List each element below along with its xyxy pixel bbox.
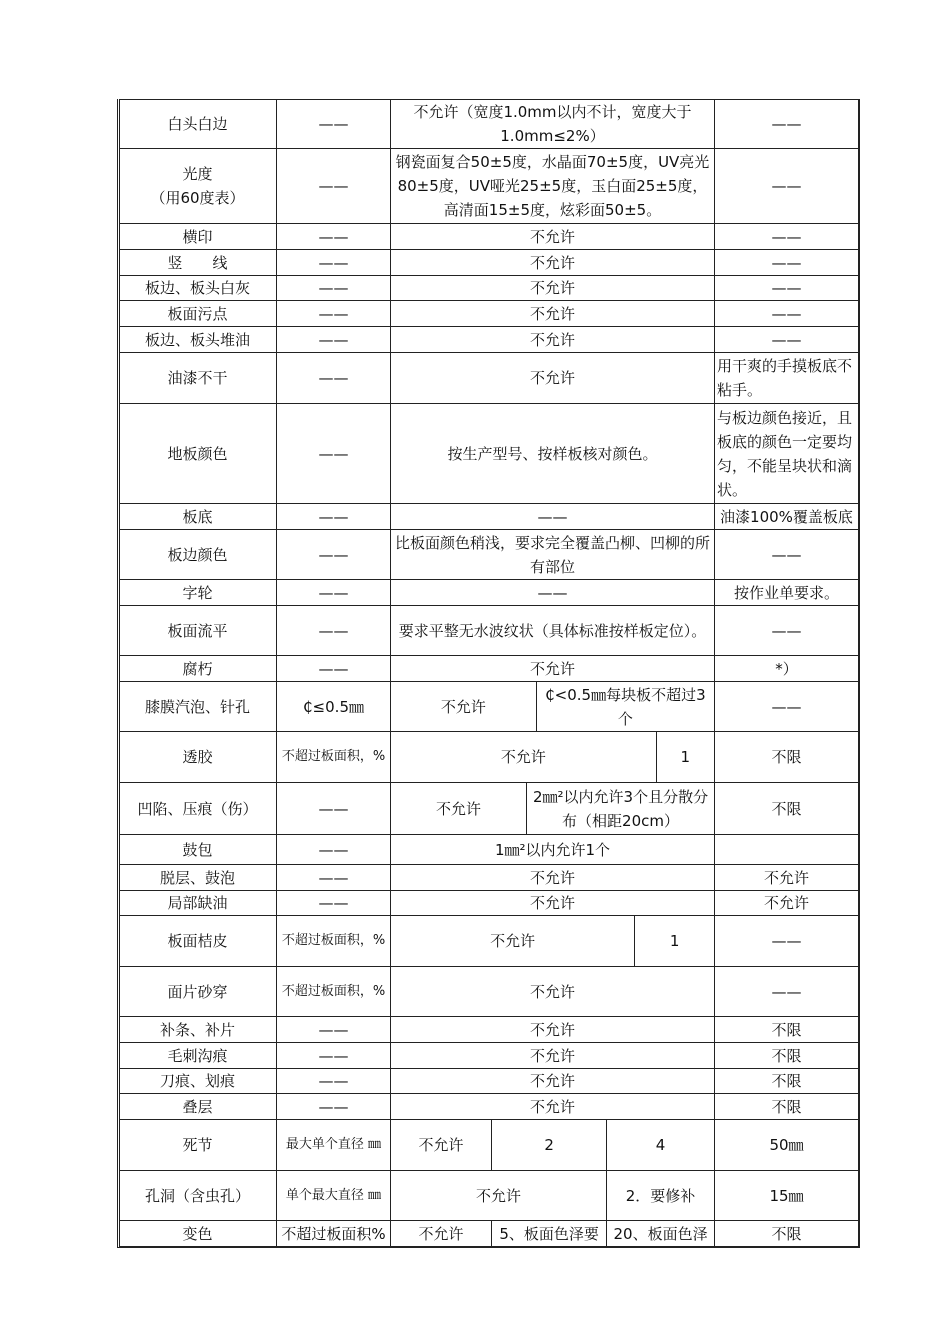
- table-cell: 板边颜色: [119, 530, 277, 580]
- table-cell: 不允许: [391, 250, 715, 276]
- table-cell: 油漆100%覆盖板底: [715, 504, 859, 530]
- table-cell: ——: [277, 224, 391, 250]
- table-cell: 变色: [119, 1221, 277, 1247]
- table-cell: ——: [277, 1043, 391, 1069]
- table-cell: 比板面颜色稍浅，要求完全覆盖凸柳、凹柳的所有部位: [391, 530, 715, 580]
- table-cell: 板边、板头堆油: [119, 327, 277, 353]
- table-cell: 按生产型号、按样板核对颜色。: [391, 404, 715, 504]
- table-cell: 不超过板面积%: [277, 1221, 391, 1247]
- table-cell: 1: [635, 916, 715, 967]
- table-cell: 与板边颜色接近，且板底的颜色一定要均匀，不能呈块状和滴状。: [715, 404, 859, 504]
- table-cell: ₵≤0.5㎜: [277, 682, 391, 732]
- table-cell: 叠层: [119, 1094, 277, 1120]
- table-cell: ——: [715, 530, 859, 580]
- table-cell: ——: [715, 327, 859, 353]
- table-cell: ——: [715, 224, 859, 250]
- table-cell: 不允许: [391, 224, 715, 250]
- table-cell: ——: [715, 250, 859, 276]
- table-cell: ——: [715, 606, 859, 656]
- table-cell: ——: [277, 404, 391, 504]
- table-cell: 不允许: [391, 1043, 715, 1069]
- table-cell: 板面流平: [119, 606, 277, 656]
- table-cell: 板边、板头白灰: [119, 276, 277, 301]
- table-cell: 不允许: [391, 865, 715, 891]
- table-cell: ——: [277, 149, 391, 224]
- table-cell: 2．要修补: [607, 1171, 715, 1221]
- table-cell: 不允许（宽度1.0mm以内不计，宽度大于1.0mm≤2%）: [391, 99, 715, 149]
- table-cell: 用干爽的手摸板底不粘手。: [715, 353, 859, 404]
- table-cell: 不允许: [715, 865, 859, 891]
- table-cell: 鼓包: [119, 835, 277, 865]
- table-cell: 字轮: [119, 580, 277, 606]
- table-cell: ——: [277, 835, 391, 865]
- table-cell: ——: [277, 606, 391, 656]
- table-cell: ——: [715, 916, 859, 967]
- table-cell: 2: [492, 1120, 607, 1171]
- table-cell: ——: [277, 530, 391, 580]
- table-cell: ——: [277, 1094, 391, 1120]
- table-cell: 板面污点: [119, 301, 277, 327]
- table-cell: 透胶: [119, 732, 277, 783]
- table-cell: 不允许: [391, 732, 657, 783]
- table-cell: ——: [715, 276, 859, 301]
- table-cell: 最大单个直径 ㎜: [277, 1120, 391, 1171]
- table-cell: 不允许: [391, 353, 715, 404]
- table-cell: 单个最大直径 ㎜: [277, 1171, 391, 1221]
- table-cell: 2㎜²以内允许3个且分散分布（相距20cm）: [527, 783, 715, 835]
- table-cell: ——: [277, 1069, 391, 1094]
- table-cell: 要求平整无水波纹状（具体标准按样板定位）。: [391, 606, 715, 656]
- table-cell: 钢瓷面复合50±5度，水晶面70±5度，UV亮光80±5度，UV哑光25±5度，玉白面25±5度，高清面15±5度，炫彩面50±5。: [391, 149, 715, 224]
- table-cell: ——: [391, 504, 715, 530]
- table-cell: 不允许: [391, 1069, 715, 1094]
- table-cell: ——: [277, 504, 391, 530]
- table-cell: 不允许: [391, 301, 715, 327]
- table-cell: 白头白边: [119, 99, 277, 149]
- table-cell: ——: [277, 327, 391, 353]
- table-cell: 15㎜: [715, 1171, 859, 1221]
- table-cell: 50㎜: [715, 1120, 859, 1171]
- table-outer-edge: [117, 1247, 860, 1248]
- table-cell: 不允许: [391, 916, 635, 967]
- table-cell: 不允许: [391, 276, 715, 301]
- table-cell: 凹陷、压痕（伤）: [119, 783, 277, 835]
- table-cell: 不允许: [391, 891, 715, 916]
- table-outer-edge: [117, 99, 118, 1247]
- table-cell: 膝膜汽泡、针孔: [119, 682, 277, 732]
- table-cell: 不限: [715, 783, 859, 835]
- table-cell: ——: [277, 891, 391, 916]
- table-cell: 不允许: [391, 656, 715, 682]
- table-cell: ——: [715, 99, 859, 149]
- table-cell: 横印: [119, 224, 277, 250]
- table-cell: ——: [277, 301, 391, 327]
- table-cell: 不允许: [391, 327, 715, 353]
- table-cell: 不限: [715, 1094, 859, 1120]
- table-cell: 不允许: [391, 1221, 492, 1247]
- table-cell: 补条、补片: [119, 1017, 277, 1043]
- table-cell: ——: [277, 580, 391, 606]
- table-cell: 不允许: [391, 783, 527, 835]
- table-cell: 不允许: [715, 891, 859, 916]
- table-cell: 刀痕、划痕: [119, 1069, 277, 1094]
- table-cell: 不限: [715, 1221, 859, 1247]
- table-cell: ——: [715, 967, 859, 1017]
- table-cell: ——: [391, 580, 715, 606]
- table-cell: 竖 线: [119, 250, 277, 276]
- table-cell: *）: [715, 656, 859, 682]
- table-cell: ——: [277, 865, 391, 891]
- table-cell: 不允许: [391, 967, 715, 1017]
- table-cell: 不允许: [391, 1017, 715, 1043]
- table-cell: 1: [657, 732, 715, 783]
- table-cell: 5、板面色泽要: [492, 1221, 607, 1247]
- table-cell: 死节: [119, 1120, 277, 1171]
- table-cell: ——: [277, 656, 391, 682]
- table-cell: ——: [277, 99, 391, 149]
- table-cell: ——: [277, 250, 391, 276]
- table-cell: 光度 （用60度表）: [119, 149, 277, 224]
- table-cell: 4: [607, 1120, 715, 1171]
- table-outer-edge: [859, 99, 860, 1247]
- table-cell: 油漆不干: [119, 353, 277, 404]
- table-cell: 不允许: [391, 682, 537, 732]
- table-cell: ——: [277, 1017, 391, 1043]
- table-cell: ——: [277, 783, 391, 835]
- table-cell: 不允许: [391, 1120, 492, 1171]
- table-cell: 按作业单要求。: [715, 580, 859, 606]
- table-cell: 不允许: [391, 1094, 715, 1120]
- table-cell: 不超过板面积，%: [277, 732, 391, 783]
- table-cell: ——: [715, 301, 859, 327]
- table-cell: 孔洞（含虫孔）: [119, 1171, 277, 1221]
- table-cell: 不超过板面积，%: [277, 967, 391, 1017]
- table-cell: ——: [715, 149, 859, 224]
- table-cell: 20、板面色泽: [607, 1221, 715, 1247]
- table-cell: 1㎜²以内允许1个: [391, 835, 715, 865]
- table-cell: 毛刺沟痕: [119, 1043, 277, 1069]
- table-cell: 腐朽: [119, 656, 277, 682]
- table-cell: 不超过板面积，%: [277, 916, 391, 967]
- table-cell: 地板颜色: [119, 404, 277, 504]
- table-cell: 不限: [715, 1069, 859, 1094]
- table-cell: 脱层、鼓泡: [119, 865, 277, 891]
- table-cell: 面片砂穿: [119, 967, 277, 1017]
- table-cell: 不限: [715, 1043, 859, 1069]
- table-cell: ——: [715, 682, 859, 732]
- table-cell: ₵<0.5㎜每块板不超过3个: [537, 682, 715, 732]
- table-cell: 板底: [119, 504, 277, 530]
- table-cell: 局部缺油: [119, 891, 277, 916]
- table-cell: 不限: [715, 1017, 859, 1043]
- table-cell: 不限: [715, 732, 859, 783]
- table-cell: [715, 835, 859, 865]
- table-cell: 不允许: [391, 1171, 607, 1221]
- table-cell: ——: [277, 353, 391, 404]
- table-cell: 板面桔皮: [119, 916, 277, 967]
- table-cell: ——: [277, 276, 391, 301]
